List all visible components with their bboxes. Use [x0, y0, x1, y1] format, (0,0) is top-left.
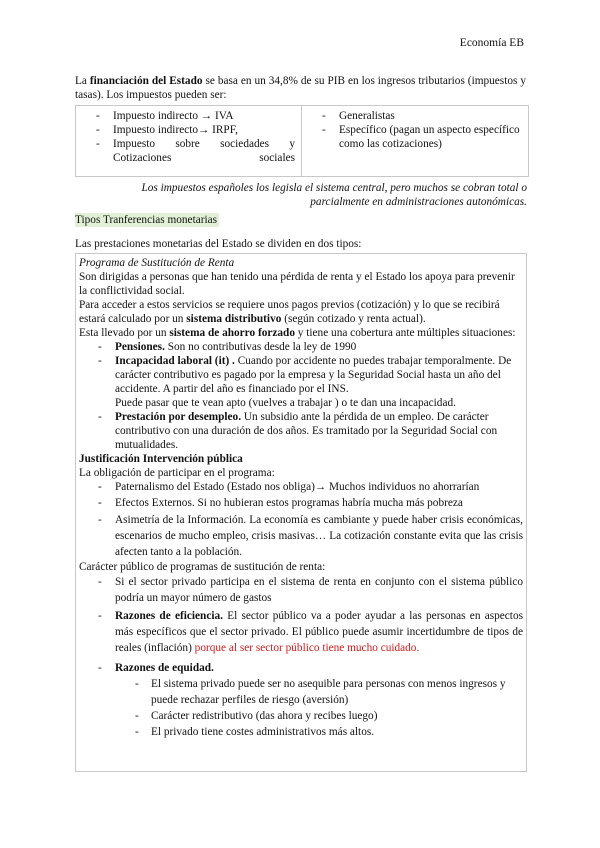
list-item: - Razones de equidad.: [79, 660, 523, 676]
page-header: Economía EB: [459, 37, 524, 49]
tax-type-item: - Específico (pagan un aspecto específico como las cotizaciones): [314, 123, 522, 151]
public-intro: Carácter público de programas de sustitución de renta:: [79, 561, 326, 573]
box-title: Programa de Sustitución de Renta: [79, 257, 235, 269]
programs-list: [79, 340, 523, 452]
tax-item: - Impuesto sobre sociedades y Cotizaciones sociales: [88, 137, 295, 165]
tax-item: - Impuesto indirecto→ IRPF,: [88, 123, 295, 137]
list-item: - Si el sector privado participa en el sistema de renta en conjunto con el sistema público podría un mayor número de gastos: [79, 574, 523, 606]
list-item: - Asimetría de la Información. La economía es cambiante y puede haber crisis económicas, escenarios de mucho empleo, crisis masivas… La cotización constante evita que las crisis afecten tanto a la población.: [79, 512, 523, 560]
italic-note: Los impuestos españoles los legisla el sistema central, pero muchos se cobran total o parcialmente en administraciones autonómicas.: [141, 182, 527, 208]
tax-table-right-cell: [302, 106, 528, 176]
equity-list: [79, 676, 523, 740]
list-item: - Prestación por desempleo. Un subsidio ante la pérdida de un empleo. De carácter contributivo con una duración de dos años. Es tramitado por la Seguridad Social con mutualidades.: [79, 410, 523, 452]
list-item: - Carácter redistributivo (das ahora y recibes luego): [79, 708, 523, 724]
list-item: - Incapacidad laboral (it) . Cuando por accidente no puedes trabajar temporalmente. De carácter contributivo es pagado por la empresa y la Seguridad Social hasta un año del accidente. A partir del año es financiado por el INS. Puede pasar que te vean apto (vuelves a trabajar ) o te dan una incapacidad.: [79, 354, 523, 410]
public-list: [79, 574, 523, 676]
section-intro: Las prestaciones monetarias del Estado se dividen en dos tipos:: [75, 238, 362, 250]
list-item: - Efectos Externos. Si no hubieran estos programas habría mucha más pobreza: [79, 496, 523, 510]
list-item: - Paternalismo del Estado (Estado nos obliga)→ Muchos individuos no ahorrarían: [79, 480, 523, 494]
justification-title: Justificación Intervención pública: [79, 453, 243, 465]
tax-item: - Impuesto indirecto → IVA: [88, 109, 295, 123]
list-item: - Razones de eficiencia. El sector público va a poder ayudar a las personas en aspectos más específicos que el sector privado. El público puede asumir incertidumbre de tipos de reales (inflación) porque al ser sector público tiene mucho cuidado.: [79, 608, 523, 656]
obligation-list: [79, 480, 523, 560]
box-paragraph: Para acceder a estos servicios se requiere unos pagos previos (cotización) y lo que se recibirá estará calculado por un sistema distributivo (según cotizado y renta actual).: [79, 299, 500, 325]
content-box: [75, 253, 527, 772]
list-item: - El privado tiene costes administrativos más altos.: [79, 724, 523, 740]
tax-table-left-cell: [76, 106, 302, 176]
box-paragraph: Son dirigidas a personas que han tenido una pérdida de renta y el Estado los apoya para prevenir la conflictividad social.: [79, 271, 515, 297]
obligation-intro: La obligación de participar en el programa:: [79, 467, 275, 479]
section-title: Tipos Tranferencias monetarias: [75, 214, 218, 226]
box-paragraph: Esta llevado por un sistema de ahorro forzado y tiene una cobertura ante múltiples situaciones:: [79, 327, 516, 339]
tax-type-item: - Generalistas: [314, 109, 522, 123]
list-item: - El sistema privado puede ser no asequible para personas con menos ingresos y puede rechazar perfiles de riesgo (aversión): [79, 676, 523, 708]
list-item: - Pensiones. Son no contributivas desde la ley de 1990: [79, 340, 523, 354]
intro-paragraph: La financiación del Estado se basa en un 34,8% de su PIB en los ingresos tributarios (impuestos y tasas). Los impuestos pueden ser:: [75, 75, 526, 101]
tax-table: [75, 105, 529, 177]
